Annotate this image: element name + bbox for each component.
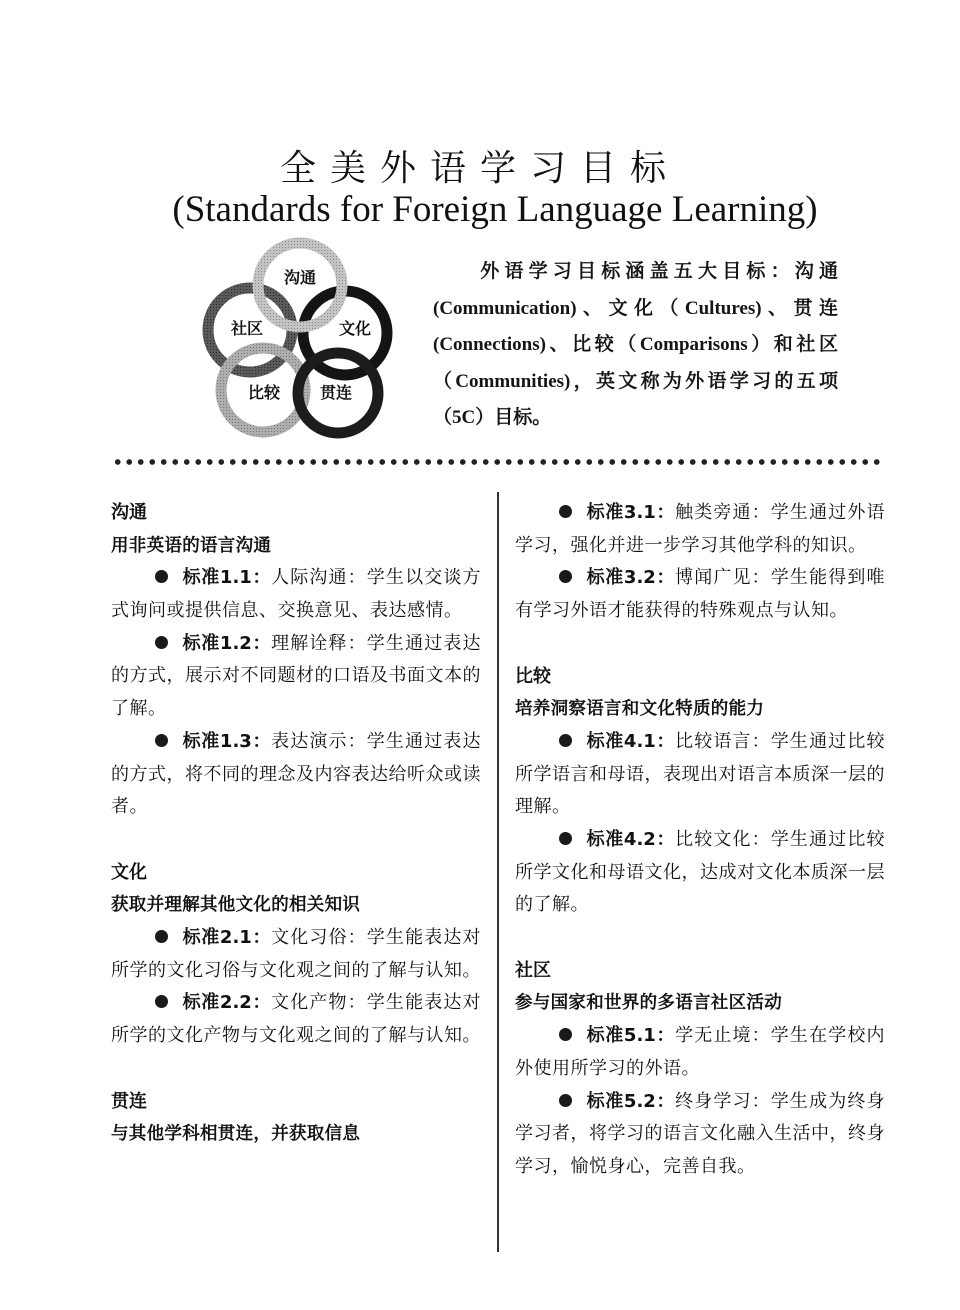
standard-label: 标准4.1： bbox=[586, 730, 676, 752]
bullet-icon bbox=[155, 995, 168, 1008]
bullet-icon bbox=[155, 570, 168, 583]
bullet-icon bbox=[155, 930, 168, 943]
bullet-icon bbox=[559, 570, 572, 583]
bullet-icon bbox=[559, 505, 572, 518]
standard-label: 标准3.2： bbox=[586, 567, 676, 589]
bullet-icon bbox=[559, 1094, 572, 1107]
section-title-communication: 沟通 bbox=[111, 502, 147, 523]
standard-label: 标准1.3： bbox=[182, 730, 272, 752]
ring-label-comparisons: 比较 bbox=[247, 383, 281, 402]
section-subtitle-cultures: 获取并理解其他文化的相关知识 bbox=[111, 895, 361, 916]
standard-label: 标准4.2： bbox=[586, 828, 676, 850]
ring-label-cultures: 文化 bbox=[338, 319, 372, 338]
standard-name: 文化习俗： bbox=[271, 927, 367, 949]
section-title-cultures: 文化 bbox=[111, 861, 147, 883]
section-title-communities: 社区 bbox=[515, 959, 551, 981]
section-subtitle-connections: 与其他学科相贯连，并获取信息 bbox=[111, 1124, 361, 1145]
section-subtitle-communities: 参与国家和世界的多语言社区活动 bbox=[515, 993, 782, 1014]
standard-text: 学生通过表达的方式，将不同的理念及内容表达给听众或读者。 bbox=[111, 730, 481, 818]
standard-name: 博闻广见： bbox=[675, 567, 771, 589]
standard-1-1 bbox=[111, 562, 481, 627]
standard-text: 学生通过表达的方式，展示对不同题材的口语及书面文本的了解。 bbox=[111, 632, 481, 720]
standard-text: 学生以交谈方式询问或提供信息、交换意见、表达感情。 bbox=[111, 567, 481, 622]
five-c-rings-diagram bbox=[195, 235, 415, 440]
standard-4-1 bbox=[515, 726, 885, 824]
page-title-english: (Standards for Foreign Language Learning) bbox=[172, 189, 818, 230]
standard-text: 学生成为终身学习者，将学习的语言文化融入生活中，终身学习，愉悦身心，完善自我。 bbox=[515, 1090, 885, 1177]
dotted-divider bbox=[112, 457, 885, 467]
ring-label-connections: 贯连 bbox=[319, 383, 353, 402]
standard-3-2 bbox=[515, 562, 885, 627]
standard-2-1 bbox=[111, 922, 481, 987]
standard-label: 标准5.1： bbox=[586, 1025, 676, 1047]
spacer bbox=[515, 922, 885, 955]
page-title-chinese: 全美外语学习目标 bbox=[279, 148, 680, 189]
bullet-icon bbox=[559, 734, 572, 747]
section-title-connections: 贯连 bbox=[111, 1090, 147, 1112]
standard-label: 标准1.2： bbox=[182, 632, 272, 654]
standard-name: 文化产物： bbox=[271, 992, 367, 1014]
spacer bbox=[111, 1053, 481, 1086]
standard-text: 学生能表达对所学的文化习俗与文化观之间的了解与认知。 bbox=[111, 927, 481, 981]
standard-text: 学生在学校内外使用所学习的外语。 bbox=[515, 1025, 885, 1079]
standard-name: 学无止境： bbox=[675, 1025, 771, 1047]
bullet-icon bbox=[559, 832, 572, 845]
intro-text: 外语学习目标涵盖五大目标：沟通(Communication)、文化（Cultures)、贯连(Connections)、比较（Comparisons）和社区（Communities)，英文称为外语学习的五项（5C）目标。 bbox=[433, 261, 838, 428]
bullet-icon bbox=[155, 734, 168, 747]
standard-1-3 bbox=[111, 726, 481, 824]
ring-label-communities: 社区 bbox=[230, 319, 264, 338]
spacer bbox=[515, 628, 885, 661]
section-subtitle-comparisons: 培养洞察语言和文化特质的能力 bbox=[515, 699, 765, 720]
interlocking-rings-icon bbox=[195, 235, 415, 440]
section-subtitle-communication: 用非英语的语言沟通 bbox=[111, 535, 272, 556]
standard-text: 学生通过外语学习，强化并进一步学习其他学科的知识。 bbox=[515, 502, 885, 556]
section-title-comparisons: 比较 bbox=[515, 665, 551, 687]
standard-5-1 bbox=[515, 1020, 885, 1085]
bullet-icon bbox=[559, 1028, 572, 1041]
intro-paragraph bbox=[433, 254, 838, 437]
standard-text: 学生通过比较所学文化和母语文化，达成对文化本质深一层的了解。 bbox=[515, 828, 885, 916]
spacer bbox=[111, 824, 481, 857]
standard-text: 学生能得到唯有学习外语才能获得的特殊观点与认知。 bbox=[515, 567, 885, 622]
left-column bbox=[111, 497, 481, 1151]
standard-3-1 bbox=[515, 497, 885, 562]
standard-4-2 bbox=[515, 824, 885, 922]
standard-label: 标准3.1： bbox=[586, 502, 676, 523]
standard-1-2 bbox=[111, 628, 481, 726]
ring-label-communication: 沟通 bbox=[283, 268, 317, 287]
standard-name: 比较文化： bbox=[675, 828, 771, 850]
standard-label: 标准1.1： bbox=[182, 567, 272, 589]
standard-text: 学生通过比较所学语言和母语，表现出对语言本质深一层的理解。 bbox=[515, 730, 885, 818]
standard-2-2 bbox=[111, 987, 481, 1052]
standard-label: 标准5.2： bbox=[586, 1090, 676, 1112]
standard-label: 标准2.1： bbox=[182, 927, 272, 949]
standard-label: 标准2.2： bbox=[182, 992, 272, 1014]
standard-name: 人际沟通： bbox=[271, 567, 367, 589]
standard-text: 学生能表达对所学的文化产物与文化观之间的了解与认知。 bbox=[111, 992, 481, 1047]
standard-5-2 bbox=[515, 1086, 885, 1184]
bullet-icon bbox=[155, 636, 168, 649]
standard-name: 理解诠释： bbox=[271, 632, 367, 654]
standard-name: 终身学习： bbox=[675, 1090, 771, 1112]
standard-name: 表达演示： bbox=[271, 730, 367, 752]
column-divider bbox=[497, 492, 499, 1252]
right-column bbox=[515, 497, 885, 1184]
standard-name: 比较语言： bbox=[675, 730, 771, 752]
standard-name: 触类旁通： bbox=[675, 502, 771, 523]
